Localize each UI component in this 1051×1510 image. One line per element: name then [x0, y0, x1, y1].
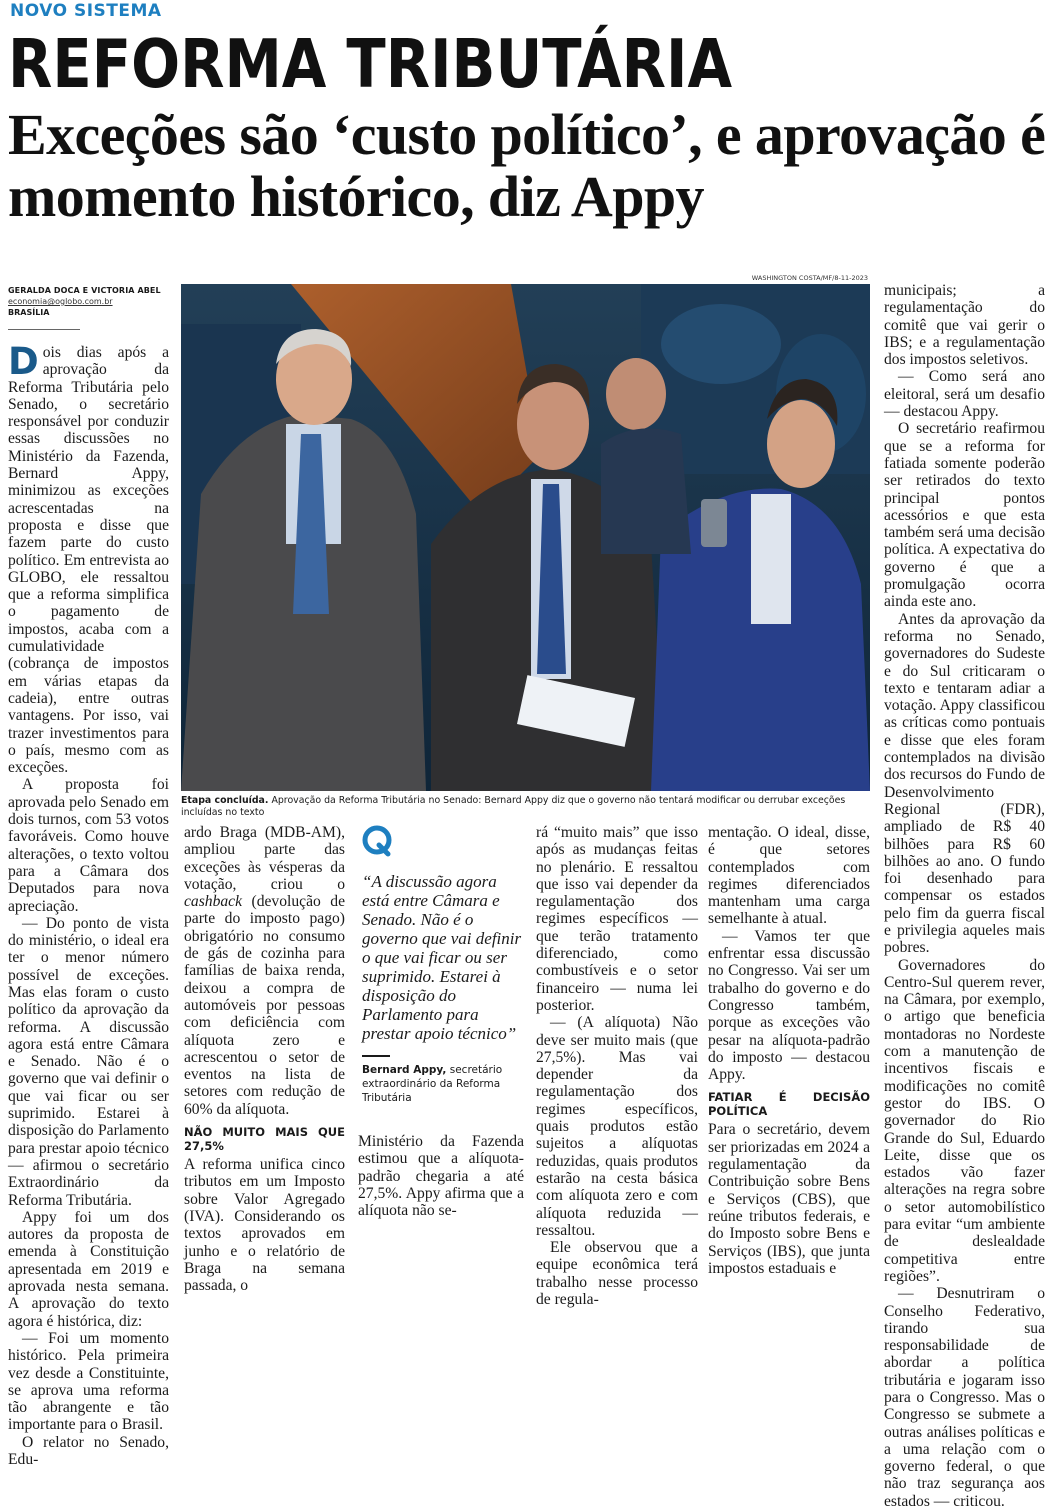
article-paragraph: O secretário reafirmou que se a reforma for fatiada somente poderão ser retirados do texto principal pontos acessórios e que esta também será uma decisão política. A expectativa do governo é que a promulgação ocorra ainda este ano. [884, 420, 1045, 611]
article-paragraph: A proposta foi aprovada pelo Senado em dois turnos, com 53 votos favoráveis. Como houve alterações, o texto voltou para a Câmara dos Deputados para nova apreciação. [8, 776, 169, 915]
photo-credit: WASHINGTON COSTA/MF/8-11-2023 [751, 274, 868, 282]
byline-email[interactable]: economia@oglobo.com.br [8, 297, 113, 306]
photo-caption [181, 795, 870, 819]
article-paragraph: A reforma unifica cinco tributos em um Imposto sobre Valor Agregado (IVA). Considerando os textos aprovados em junho e o relatório de Braga na semana passada, o [184, 1156, 345, 1295]
article-column-5 [708, 824, 870, 1277]
byline-divider [8, 329, 80, 330]
quote-author: Bernard Appy, [362, 1064, 447, 1076]
subhead: FATIAR É DECISÃO POLÍTICA [708, 1090, 870, 1119]
caption-lead: Etapa concluída. [181, 795, 269, 806]
subhead: NÃO MUITO MAIS QUE 27,5% [184, 1125, 345, 1154]
article-paragraph: municipais; a regulamentação do comitê que vai gerir o IBS; e a regulamentação dos impostos seletivos. [884, 282, 1045, 369]
article-paragraph: Ele observou que a equipe econômica terá trabalho nesse processo de regula- [536, 1239, 698, 1309]
article-paragraph: Appy foi um dos autores da proposta de emenda à Constituição apresentada em 2019 e aprovada nesta semana. A aprovação do texto agora é histórica, diz: [8, 1208, 169, 1330]
article-paragraph: Antes da aprovação da reforma no Senado, governadores do Sudeste e do Sul criticaram o texto e tentaram adiar a votação. Appy classificou as críticas como pontuais e disse que eles foram contemplados na divisão dos recursos do Fundo de Desenvolvimento Regional (FDR), ampliado de R$ 40 bilhões para R$ 60 bilhões ao ano. O fundo foi desenhado para compensar os estados pelo fim da guerra fiscal e privilegia aqueles mais pobres. [884, 610, 1045, 957]
section-hat: REFORMA TRIBUTÁRIA [8, 25, 733, 103]
pull-quote [362, 826, 524, 1105]
section-kicker: NOVO SISTEMA [10, 1, 162, 21]
article-paragraph: — (A alíquota) Não deve ser muito mais (que 27,5%). Mas vai depender da regulamentação dos regimes específicos, quais produtos estão sujeitos a alíquotas reduzidas, quais produtos estarão na cesta básica com alíquota zero e com alíquota reduzida — ressaltou. [536, 1014, 698, 1239]
article-paragraph: — Desnutriram o Conselho Federativo, tirando sua responsabilidade de abordar a política tributária e jogaram isso para o Congresso. Mas o Congresso se submete a outras análises políticas e a uma relação com o governo federal, o que não traz segurança aos estados — criticou. [884, 1285, 1045, 1510]
article-paragraph: rá “muito mais” que isso após as mudanças feitas no plenário. E ressaltou que isso vai depender da regulamentação dos regimes específicos — que terão tratamento diferenciado, como combustíveis e o setor financeiro — numa lei posterior. [536, 824, 698, 1014]
quote-divider [362, 1055, 390, 1057]
article-paragraph: mentação. O ideal, disse, é que setores contemplados com regimes diferenciados mantenham uma carga semelhante à atual. [708, 824, 870, 928]
article-column-2 [184, 824, 345, 1294]
article-photo [181, 284, 870, 791]
article-column-right [884, 282, 1045, 1510]
article-column-1 [8, 340, 169, 1468]
caption-text: Aprovação da Reforma Tributária no Senado: Bernard Appy diz que o governo não tentará modificar ou derrubar exceções incluídas no texto [181, 795, 846, 818]
article-paragraph: ardo Braga (MDB-AM), ampliou parte das exceções às vésperas da votação, criou o cashback (devolução de parte do imposto pago) obrigatório no consumo de gás de cozinha para famílias de baixa renda, deixou a compra de automóveis por pessoas com deficiência com alíquota zero e acrescentou o setor de eventos na lista de setores com redução de 60% da alíquota. [184, 824, 345, 1118]
byline-place: BRASÍLIA [8, 308, 50, 317]
byline [8, 285, 176, 318]
quote-author-role: secretário extraordinário da Reforma Tributária [362, 1064, 503, 1104]
article-paragraph: — Foi um momento histórico. Pela primeira vez desde a Constituinte, se aprova uma reforma tão abrangente e tão importante para o Brasil. [8, 1329, 169, 1434]
article-paragraph: — Vamos ter que enfrentar essa discussão no Congresso. Vai ser um trabalho do governo e do Congresso também, porque as exceções vão pesar na alíquota-padrão do imposto — destacou Appy. [708, 927, 870, 1084]
article-column-4 [536, 824, 698, 1308]
article-paragraph: — Do ponto de vista do ministério, o ideal era ter o menor número possível de exceções. Mas elas foram o custo político da aprovação da reforma. A discussão agora está entre Câmara e Senado. Não é o governo que vai definir o que vai ficar ou ser suprimido. Estarei à disposição do Parlamento para prestar apoio técnico — afirmou o secretário Extraordinário da Reforma Tributária. [8, 914, 169, 1209]
quote-attribution [362, 1063, 524, 1105]
article-column-3 [358, 1133, 524, 1219]
byline-authors: GERALDA DOCA E VICTORIA ABEL [8, 286, 161, 295]
drop-cap: D [8, 340, 39, 383]
quote-icon [362, 826, 392, 856]
headline: Exceções são ‘custo político’, e aprovação é momento histórico, diz Appy [8, 102, 1046, 229]
article-paragraph: Ministério da Fazenda estimou que a alíquota-padrão chegaria a até 27,5%. Appy afirma que a alíquota não se- [358, 1133, 524, 1220]
article-paragraph: Governadores do Centro-Sul querem rever, na Câmara, por exemplo, o artigo que beneficia montadoras no Nordeste com a manutenção de incentivos fiscais e modificações no comitê gestor do IBS. O governador do Rio Grande do Sul, Eduardo Leite, disse que os estados vão fazer alterações na regra sobre o setor automobilístico para evitar “um ambiente de deslealdade competitiva entre regiões”. [884, 956, 1045, 1285]
article-paragraph: Dois dias após a aprovação da Reforma Tributária pelo Senado, o secretário responsável por conduzir essas discussões no Ministério da Fazenda, Bernard Appy, minimizou as exceções acrescentadas na proposta e disse que fazem parte do custo político. Em entrevista ao GLOBO, ele ressaltou que a reforma simplifica o pagamento de impostos, acaba com a cumulatividade (cobrança de impostos em várias etapas da cadeia), entre outras vantagens. Por isso, vai trazer investimentos para o país, mesmo com as exceções. [8, 340, 169, 777]
article-paragraph: Para o secretário, devem ser priorizadas em 2024 a regulamentação da Contribuição sobre Bens e Serviços (CBS), que reúne tributos federais, e do Imposto sobre Bens e Serviços (IBS), que junta impostos estaduais e [708, 1121, 870, 1277]
article-paragraph: O relator no Senado, Edu- [8, 1433, 169, 1468]
quote-text: “A discussão agora está entre Câmara e Senado. Não é o governo que vai definir o que vai ficar ou ser suprimido. Estarei à disposição do Parlamento para prestar apoio técnico” [362, 872, 522, 1043]
senate-photo-illustration [181, 284, 870, 791]
article-paragraph: — Como será ano eleitoral, será um desafio — destacou Appy. [884, 368, 1045, 421]
